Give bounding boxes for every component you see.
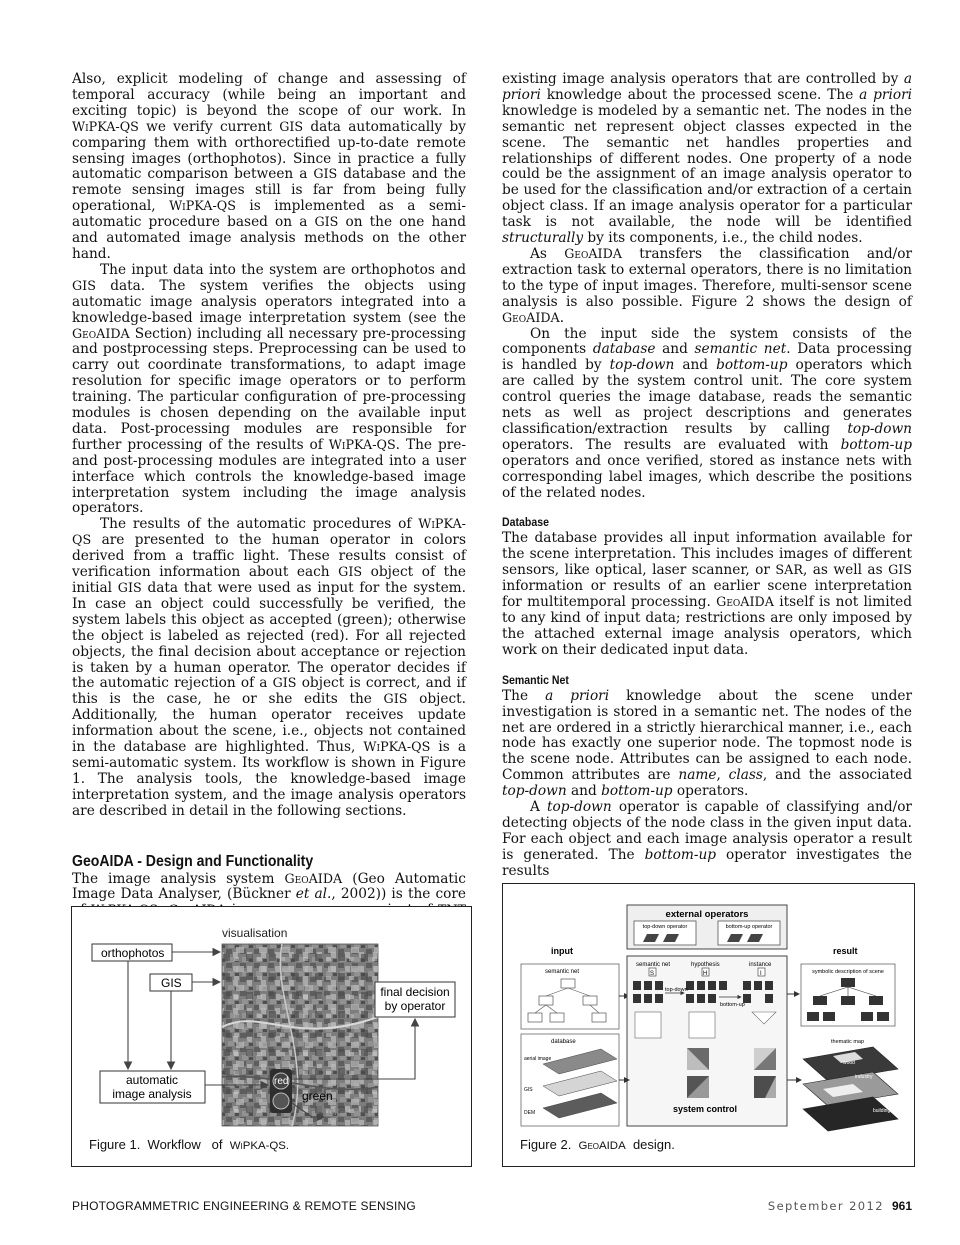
left-paragraph-3: The results of the automatic procedures of WiPKA-QS are presented to the human operator in colors derived from a traffic light. These results consist of verification information about each GIS object of the initial GIS data that were used as input for the system. In case an object could successfully be verified, the system labels this object as accepted (green); otherwise the object is labeled as rejected (red). For all rejected objects, the final decision about acceptance or rejection is taken by a human operator. The operator decides if the automatic rejection of a GIS object is correct, and if this is the case, he or she edits the GIS object. Additionally, the human operator receives update information about the scene, i.e., objects not contained in the database are highlighted. Thus, WiPKA-QS is a semi-automatic system. Its workflow is shown in Figure 1. The analysis tools, the knowledge-based image interpretation system, and the image analysis operators are described in detail in the following sections. [72,516,466,819]
label-s: S [650,971,655,977]
label-visualisation: visualisation [222,926,288,940]
footer-journal: PHOTOGRAMMETRIC ENGINEERING & REMOTE SENSING [72,1199,416,1213]
figure-1-caption: Figure 1. Workflow of WiPKA-QS. [89,1137,290,1152]
label-buildings: buildings [873,1108,893,1114]
label-h: H [703,971,708,977]
label-automatic-2: image analysis [112,1087,192,1101]
figure-1 [71,906,472,1167]
right-paragraph-5: The a priori knowledge about the scene under investigation is stored in a semantic net. The nodes of the net are ordered in a strictly hierarchical manner, i.e., each node has exactly one superior node. The topmost node is the scene node. Attributes can be assigned to each node. Common attributes are name, class, and the associated top-down and bottom-up operators. [502,687,913,800]
label-top-down: top-down [665,987,688,993]
label-green: green [302,1089,333,1103]
right-paragraph-3: On the input side the system consists of the components database and semantic net. Data processing is handled by top-down and bottom-up operators which are called by the system control unit. The core system control queries the image database, reads the semantic nets as well as project descriptions and generates classification/extraction results by calling top-down operators. The results are evaluated with bottom-up operators and once verified, stored as instance nets with corresponding label images, which describe the positions of the related nodes. [502,325,912,501]
label-top-down-operator: top-down operator [642,924,688,930]
right-column [502,72,912,880]
label-aerial-image: aerial image [524,1056,552,1062]
label-instance: instance [749,962,772,968]
left-paragraph-2: The input data into the system are orthophotos and GIS data. The system verifies the objects using automatic image analysis operators integrated into a knowledge-based image interpretation system (see the GeoAIDA Section) including all necessary pre-processing and postprocessing steps. Preprocessing can be used to carry out coordinate transformations, to adapt image resolution for specific image operators or to perform training. The particular configuration of pre-processing modules is chosen depending on the available input data. Post-processing modules are responsible for further processing of the results of WiPKA-QS. The pre- and post-processing modules are integrated into a user interface which controls the knowledge-based image interpretation system including the image analysis operators. [72,261,466,517]
label-automatic-1: automatic [125,1073,179,1087]
label-bottom-up-operator: bottom-up operator [725,924,773,930]
footer-date: September 2012 [767,1199,884,1213]
label-dem: DEM [524,1110,536,1116]
label-semantic-net: semantic net [636,962,671,968]
label-input: input [551,946,573,956]
label-system-control: system control [673,1104,738,1114]
label-bottom-up: bottom-up [720,1002,745,1008]
traffic-light [270,1069,292,1113]
subheading-database: Database [502,515,549,530]
label-semantic-net-box: semantic net [545,969,580,975]
label-wood: wood [843,1060,855,1066]
figure-2-diagram [503,884,914,1166]
label-industry: industry [855,1074,873,1080]
right-paragraph-4: The database provides all input information available for the scene interpretation. This includes images of different sensors, like optical, laser scanner, or SAR, as well as GIS information or results of an earlier scene interpretation for multitemporal processing. GeoAIDA itself is not limited to any kind of input data; restrictions are only imposed by the attached external image analysis operators, which work on their dedicated input data. [502,530,912,658]
right-paragraph-2: As GeoAIDA transfers the classification and/or extraction task to external operators, there is no limitation to the type of input images. Therefore, multi-sensor scene analysis is also possible. Figure 2 shows the design of GeoAIDA. [502,245,913,326]
label-thematic-map: thematic map [831,1039,865,1045]
label-gis-layer: GIS [524,1087,533,1093]
right-paragraph-1: existing image analysis operators that are controlled by a priori knowledge about the processed scene. The a priori knowledge is modeled by a semantic net. The nodes in the semantic net represent object classes expected in the scene. The semantic net handles properties and relationships of different nodes. One property of a node could be the assignment of an image analysis operator to be used for the classification and/or extraction of a certain object class. If an image analysis operator for a particular task is not available, the node will be identified structurally by its components, i.e., the child nodes. [502,71,913,247]
label-hypothesis: hypothesis [691,962,720,968]
label-result: result [833,946,858,956]
label-external-operators: external operators [665,909,749,920]
right-paragraph-6: A top-down operator is capable of classifying and/or detecting objects of the node class in the given input data. For each object and each image analysis operator a result is generated. The bottom-up operator investigates the results [502,799,912,879]
subheading-semantic-net: Semantic Net [502,672,569,687]
label-symbolic: symbolic description of scene [812,969,884,975]
label-orthophotos: orthophotos [101,946,165,960]
left-paragraph-1: Also, explicit modeling of change and assessing of temporal accuracy (while being an important and exciting topic) is beyond the scope of our work. In WiPKA-QS we verify current GIS data automatically by comparing them with orthorectified up-to-date remote sensing images (orthophotos). Since in practice a fully automatic comparison between a GIS database and the remote sensing images still is far from being fully operational, WiPKA-QS is implemented as a semi-automatic procedure based on a GIS on the one hand and automated image analysis methods on the other hand. [72,71,466,262]
figure-2-caption: Figure 2. GeoAIDA design. [520,1137,675,1152]
section-heading-geoaida: GeoAIDA - Design and Functionality [72,852,314,870]
footer-page-number: 961 [891,1199,912,1213]
figure-2 [502,883,915,1167]
label-ok: ok [328,1106,340,1118]
label-gis: GIS [161,976,182,990]
label-final-decision-2: by operator [384,999,446,1013]
left-column [72,72,466,935]
figure-1-diagram [72,907,471,1166]
footer-page-info [768,1199,912,1213]
label-final-decision-1: final decision [380,985,450,999]
aerial-photo [222,944,378,1126]
label-database: database [551,1039,576,1045]
label-i: I [760,971,762,977]
label-red: red [274,1076,289,1087]
left-paragraph-4: The image analysis system GeoAIDA (Geo Automatic Image Data Analyser, (Bückner et al., 2002)) is the core [72,870,467,903]
